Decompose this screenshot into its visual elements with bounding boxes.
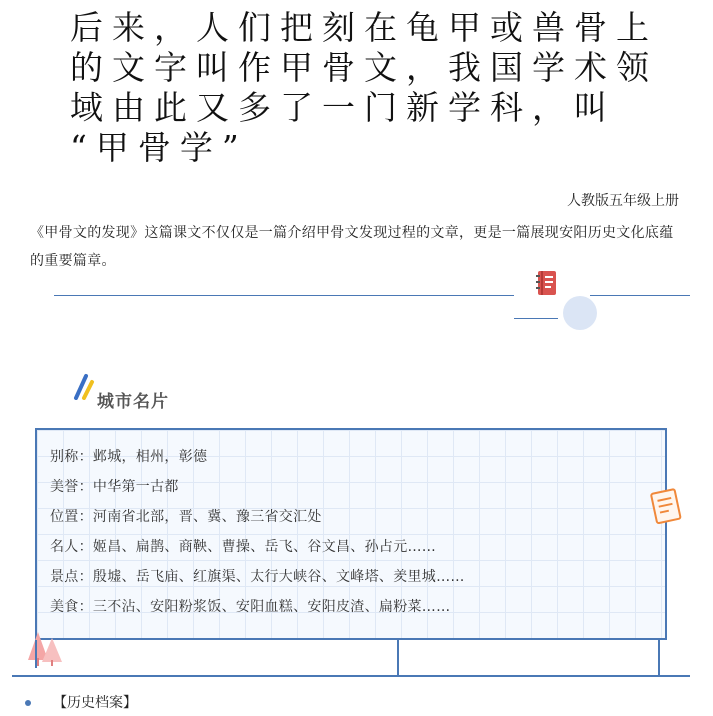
frame-line — [658, 640, 660, 676]
divider-line — [514, 318, 558, 319]
headline — [70, 8, 670, 168]
city-card-row: 别称：邺城，相州，彰德 — [50, 449, 208, 465]
textbook-source: 人教版五年级上册 — [567, 193, 679, 209]
history-archive-label: 【历史档案】 — [53, 695, 137, 711]
divider-line — [54, 295, 514, 296]
bullet-dot — [25, 700, 31, 706]
frame-line — [397, 640, 399, 676]
divider-line — [590, 295, 690, 296]
city-card-row: 位置：河南省北部，晋、冀、豫三省交汇处 — [50, 509, 322, 525]
city-card — [35, 428, 667, 640]
decorative-circle — [563, 296, 597, 330]
pencil-icon — [72, 372, 96, 400]
city-card-row: 美誉：中华第一古都 — [50, 479, 179, 495]
notebook-icon — [535, 270, 559, 296]
city-card-row: 名人：姬昌、扁鹊、商鞅、曹操、岳飞、谷文昌、孙占元…… — [50, 539, 437, 555]
document-icon — [646, 485, 688, 529]
frame-line — [12, 675, 690, 677]
headline-line: “甲骨学” — [70, 128, 248, 167]
city-card-row: 美食：三不沾、安阳粉浆饭、安阳血糕、安阳皮渣、扁粉菜…… — [50, 599, 451, 615]
city-card-rows — [50, 442, 465, 622]
headline-line: 域由此又多了一门新学科，叫 — [70, 88, 616, 127]
tree-icon — [24, 628, 66, 668]
section-title: 城市名片 — [97, 392, 169, 412]
city-card-row: 景点：殷墟、岳飞庙、红旗渠、太行大峡谷、文峰塔、羑里城…… — [50, 569, 465, 585]
headline-line: 的文字叫作甲骨文，我国学术领 — [70, 48, 658, 87]
headline-line: 后来，人们把刻在龟甲或兽骨上 — [70, 8, 658, 47]
intro-paragraph: 《甲骨文的发现》这篇课文不仅仅是一篇介绍甲骨文发现过程的文章，更是一篇展现安阳历史文化底蕴的重要篇章。 — [30, 225, 674, 269]
frame-line — [35, 640, 37, 668]
